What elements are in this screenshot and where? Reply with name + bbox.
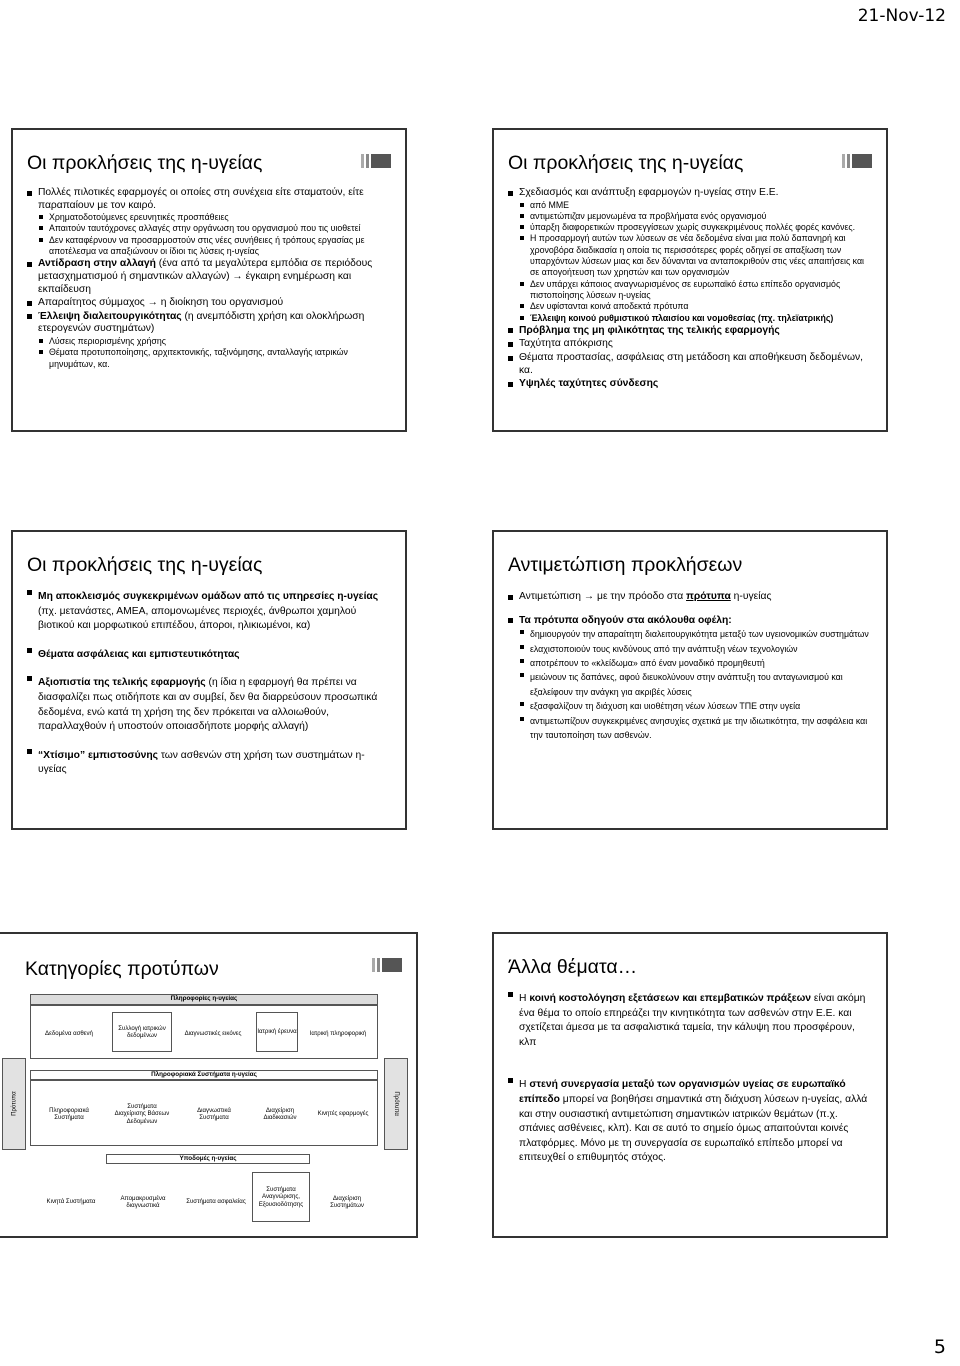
bullet: Ταχύτητα απόκρισης xyxy=(508,338,874,351)
slide-4 xyxy=(492,530,888,830)
side-label-left: Πρότυπα xyxy=(2,1058,26,1150)
row1-item: Δεδομένα ασθενή xyxy=(45,1030,93,1038)
row2-item: Διαχείριση Διαδικασιών xyxy=(263,1106,297,1121)
slide-6 xyxy=(492,932,888,1238)
bullet: Τα πρότυπα οδηγούν στα ακόλουθα οφέλη: xyxy=(508,615,874,628)
title-decoration xyxy=(361,154,391,168)
slide-1 xyxy=(11,128,407,432)
row1-item: Ιατρική πληροφορική xyxy=(309,1030,367,1038)
sub-bullet: αντιμετωπίζουν συγκεκριμένες ανησυχίες σχετικά με την ιδιωτικότητα, την ασφάλεια και την ταυτοποίηση των ασθενών. xyxy=(520,714,874,743)
slide-3 xyxy=(11,530,407,830)
row1-item: Ιατρική έρευνα xyxy=(256,1012,298,1052)
sub-bullet: από ΜΜΕ xyxy=(520,200,874,211)
bullet: Μη αποκλεισμός συγκεκριμένων ομάδων από τις υπηρεσίες η-υγείας (πχ. μετανάστες, ΑΜΕΑ, απομονωμένες περιοχές, άνθρωποι χαμηλού βιοτικού και μορφωτικού επιπέδου, άποροι, ηλικιωμένοι, κα) xyxy=(27,590,393,634)
row2-item: Συστήματα Διαχείρισης Βάσεων Δεδομένων xyxy=(114,1103,170,1125)
sub-bullet: Η προσαρμογή αυτών των λύσεων σε νέα δεδομένα είναι μια πολύ δαπανηρή και χρονοβόρα διαδικασία η οποία τις περισσότερες φορές οδηγεί σε απαξίωση των υπαρχόντων λύσεων μιας και δεν δύνανται να ανταποκριθούν στις νέες απαιτήσεις και σε απογοήτευση των χρηστών και των οργανισμών xyxy=(520,233,874,278)
row3-item: Κινητά Συστήματα xyxy=(46,1198,96,1206)
bullet: Απαραίτητος σύμμαχος → η διοίκηση του οργανισμού xyxy=(27,297,393,310)
sub-bullet: Λύσεις περιορισμένης χρήσης xyxy=(39,336,393,347)
band-ehealth-information: Πληροφορίες η-υγείας xyxy=(30,994,378,1005)
slide-title: Κατηγορίες προτύπων xyxy=(25,958,219,980)
slide-5 xyxy=(0,932,418,1238)
header-date: 21-Nov-12 xyxy=(857,6,946,26)
sub-bullet: ύπαρξη διαφορετικών προσεγγίσεων χωρίς συγκεκριμένους πολλές φορές κανόνες. xyxy=(520,222,874,233)
row2-item: Διαγνωστικά Συστήματα xyxy=(197,1106,231,1121)
row2-item: Κινητές εφαρμογές xyxy=(317,1110,369,1118)
bullet: Θέματα προστασίας, ασφάλειας στη μετάδοση και αποθήκευση δεδομένων, κα. xyxy=(508,352,874,377)
title-decoration xyxy=(372,958,402,972)
bullet: “Χτίσιμο” εμπιστοσύνης των ασθενών στη χρήση των συστημάτων η-υγείας xyxy=(27,749,393,778)
page-number: 5 xyxy=(933,1336,946,1358)
sub-bullet: δημιουργούν την απαραίτητη διαλειτουργικότητα μεταξύ των υγειονομικών συστημάτων xyxy=(520,627,874,641)
standards-diagram xyxy=(0,992,418,1238)
bullet: Σχεδιασμός και ανάπτυξη εφαρμογών η-υγείας στην Ε.Ε. xyxy=(508,187,874,200)
sub-bullet: Χρηματοδοτούμενες ερευνητικές προσπάθειες xyxy=(39,212,393,223)
sub-bullet: Θέματα προτυποποίησης, αρχιτεκτονικής, ταξινόμησης, ανταλλαγής ιατρικών μηνυμάτων, κα. xyxy=(39,347,393,370)
bullet: Θέματα ασφάλειας και εμπιστευτικότητας xyxy=(27,648,393,663)
row3-item: Διαχείριση Συστημάτων xyxy=(330,1194,364,1209)
row1-item: Διαγνωστικές εικόνες xyxy=(184,1030,242,1038)
slide-title: Οι προκλήσεις της η-υγείας xyxy=(27,152,263,174)
row3-item: Συστήματα ασφαλείας xyxy=(186,1198,246,1206)
sub-bullet: Απαιτούν ταυτόχρονες αλλαγές στην οργάνωση του οργανισμού που τις υιοθετεί xyxy=(39,223,393,234)
slide-title: Άλλα θέματα… xyxy=(508,956,638,978)
bullet: Έλλειψη διαλειτουργικότητας (η ανεμπόδιστη χρήση και ολοκλήρωση ετερογενών συστημάτων) xyxy=(27,311,393,336)
bullet: Αξιοπιστία της τελικής εφαρμογής (η ίδια η εφαρμογή θα πρέπει να διασφαλίζει πως οτιδήποτε και αν συμβεί, δεν θα διαρρεύσουν προσωπικά δεδομένα, ενώ κατά τη χρήση της δεν πρόκειται να αλλοιωθούν, παραλλαχθούν ή υποστούν οποιασδήποτε μορφής αλλαγή) xyxy=(27,676,393,734)
slide-title: Οι προκλήσεις της η-υγείας xyxy=(27,554,263,576)
bullet: Αντιμετώπιση → με την πρόοδο στα πρότυπα η-υγείας xyxy=(508,591,874,604)
bullet: Υψηλές ταχύτητες σύνδεσης xyxy=(508,378,874,391)
sub-bullet: Δεν υφίστανται κοινά αποδεκτά πρότυπα xyxy=(520,301,874,312)
side-label-right: Πρότυπα xyxy=(384,1058,408,1150)
slide-title: Αντιμετώπιση προκλήσεων xyxy=(508,554,743,576)
sub-bullet: Δεν υπάρχει κάποιος αναγνωρισμένος σε ευρωπαϊκό έστω επίπεδο οργανισμός πιστοποίησης λύσεων η-υγείας xyxy=(520,279,874,302)
slide-2 xyxy=(492,128,888,432)
row3-item: Απομακρυσμένα διαγνωστικά xyxy=(120,1194,166,1209)
bullet: Η στενή συνεργασία μεταξύ των οργανισμών υγείας σε ευρωπαϊκό επίπεδο μπορεί να βοηθήσει σημαντικά στη διάχυση λύσεων η-υγείας, αλλά και στην ουσιαστική αντιμετώπιση σημαντικών ιατρικών θεμάτων (π.χ. σπάνιες ασθένειες, κλπ). Και σε αυτό το σημείο όμως απαιτούνται κοινές πλατφόρμες. Μόνο με τη συνεργασία σε ευρωπαϊκό επίπεδο μπορεί να επιτευχθεί ο επιθυμητός στόχος. xyxy=(508,1078,874,1166)
bullet: Η κοινή κοστολόγηση εξετάσεων και επεμβατικών πράξεων είναι ακόμη ένα θέμα το οποίο επηρεάζει την κινητικότητα των ασθενών στην Ε.Ε. και σχετίζεται άμεσα με τα ασφαλιστικά ταμεία, την κάλυψη που προσφέρουν, κλπ xyxy=(508,992,874,1050)
sub-bullet: Έλλειψη κοινού ρυθμιστικού πλαισίου και νομοθεσίας (πχ. τηλεϊατρικής) xyxy=(520,313,874,324)
band-ehealth-systems: Πληροφοριακά Συστήματα η-υγείας xyxy=(30,1070,378,1080)
sub-bullet: εξασφαλίζουν τη διάχυση και υιοθέτηση νέων λύσεων ΤΠΕ στην υγεία xyxy=(520,699,874,713)
sub-bullet: αποτρέπουν το «κλείδωμα» από έναν μοναδικό προμηθευτή xyxy=(520,656,874,670)
row2-item: Πληροφοριακά Συστήματα xyxy=(49,1106,89,1121)
sub-bullet: μειώνουν τις δαπάνες, αφού διευκολύνουν στην ανάπτυξη του ανταγωνισμού και εξαλείφουν την ανάγκη για ακριβές λύσεις xyxy=(520,670,874,699)
sub-bullet: Δεν καταφέρνουν να προσαρμοστούν στις νέες συνήθειες ή τρόπους εργασίας με αποτέλεσμα να απαξιώνουν οι ίδιοι τις λύσεις η-υγείας xyxy=(39,235,393,258)
bullet: Πρόβλημα της μη φιλικότητας της τελικής εφαρμογής xyxy=(508,325,874,338)
title-decoration xyxy=(842,154,872,168)
bullet: Αντίδραση στην αλλαγή (ένα από τα μεγαλύτερα εμπόδια σε περιόδους μετασχηματισμού ή σημαντικών αλλαγών) → έγκαιρη ενημέρωση και εκπαίδευση xyxy=(27,258,393,296)
sub-bullet: ελαχιστοποιούν τους κινδύνους από την ανάπτυξη νέων τεχνολογιών xyxy=(520,642,874,656)
row3-item: Συστήματα Αναγνώρισης, Εξουσιοδότησης xyxy=(252,1172,310,1222)
slide-title: Οι προκλήσεις της η-υγείας xyxy=(508,152,744,174)
row1-item: Συλλογή ιατρικών δεδομένων xyxy=(112,1012,172,1052)
band-ehealth-infrastructure: Υποδομές η-υγείας xyxy=(106,1154,310,1164)
sub-bullet: αντιμετώπιζαν μεμονωμένα τα προβλήματα ενός οργανισμού xyxy=(520,211,874,222)
bullet: Πολλές πιλοτικές εφαρμογές οι οποίες στη συνέχεια είτε σταματούν, είτε παραπαίουν με τον καιρό. xyxy=(27,187,393,212)
